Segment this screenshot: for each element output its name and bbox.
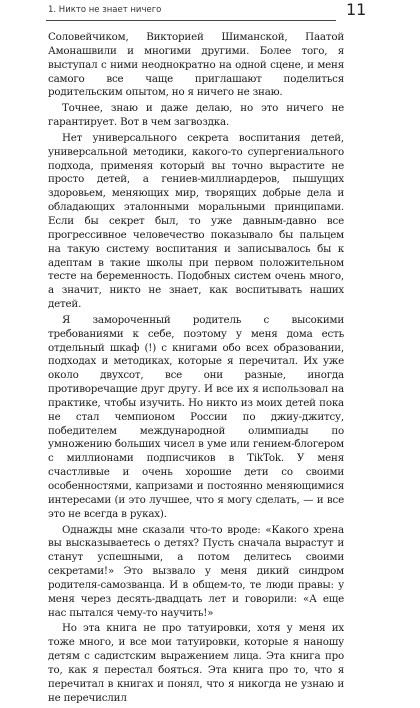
running-title: 1. Никто не знает ничего (48, 5, 162, 15)
paragraph: Соловейчиком, Викторией Шиманской, Паатой Амонашвили и многими другими. Более того, я выступал с ними неоднократно на одной сцене, и меня самого все чаще приглашают поделиться родительским опытом, но я ничего не знаю. (48, 31, 344, 99)
page-number: 11 (346, 0, 367, 19)
paragraph: Я замороченный родитель с высокими требованиями к себе, поэтому у меня дома есть отдельный шкаф (!) с книгами обо всех образовании, подходах и методиках, которые я перечитал. Их уже около двухсот, все они разные, иногда противоречащие друг другу. И все их я использовал на практике, чтобы изучить. Но никто из моих детей пока не стал чемпионом России по джиу-джитсу, победителем международной олимпиады по умножению больших чисел в уме или гением-блогером с миллионами подписчиков в TikTok. У меня счастливые и очень хорошие дети со своими особенностями, капризами и постоянно меняющимися интересами (и это лучшее, что я могу сделать, — и все это не всегда в руках). (48, 313, 344, 520)
paragraph: Однажды мне сказали что-то вроде: «Какого хрена вы высказываетесь о детях? Пусть сначала вырастут и станут успешными, а потом делитесь своими секретами!» Это вызвало у меня дикий синдром родителя-самозванца. И в общем-то, те люди правы: у меня через десять-двадцать лет и говорили: «А еще нас пытался чему-то научить!» (48, 523, 344, 619)
paragraph: Точнее, знаю и даже делаю, но это ничего не гарантирует. Вот в чем загвоздка. (48, 102, 344, 129)
header-rule (46, 20, 336, 21)
paragraph: Но эта книга не про татуировки, хотя у меня их тоже много, и все мои татуировки, которые я наношу детям с садистским выражением лица. Эта книга про то, как я перестал бояться. Эта книга про то, что я перечитал в книгах и понял, что я никогда не узнаю и не перечислил (48, 622, 344, 704)
body-text (48, 31, 344, 708)
paragraph: Нет универсального секрета воспитания детей, универсальной методики, какого-то супергениального подхода, применяя который вы точно вырастите не просто детей, а гениев-миллиардеров, пышущих здоровьем, меняющих мир, творящих добрые дела и обладающих эталонными моральными принципами. Если бы секрет был, то уже давным-давно все прогрессивное человечество показывало бы пальцем на такую систему воспитания и записывалось бы к адептам в такие школы при первом положительном тесте на беременность. Подобных систем очень много, а значит, никто не знает, как воспитывать наших детей. (48, 131, 344, 311)
page-header (0, 0, 420, 28)
